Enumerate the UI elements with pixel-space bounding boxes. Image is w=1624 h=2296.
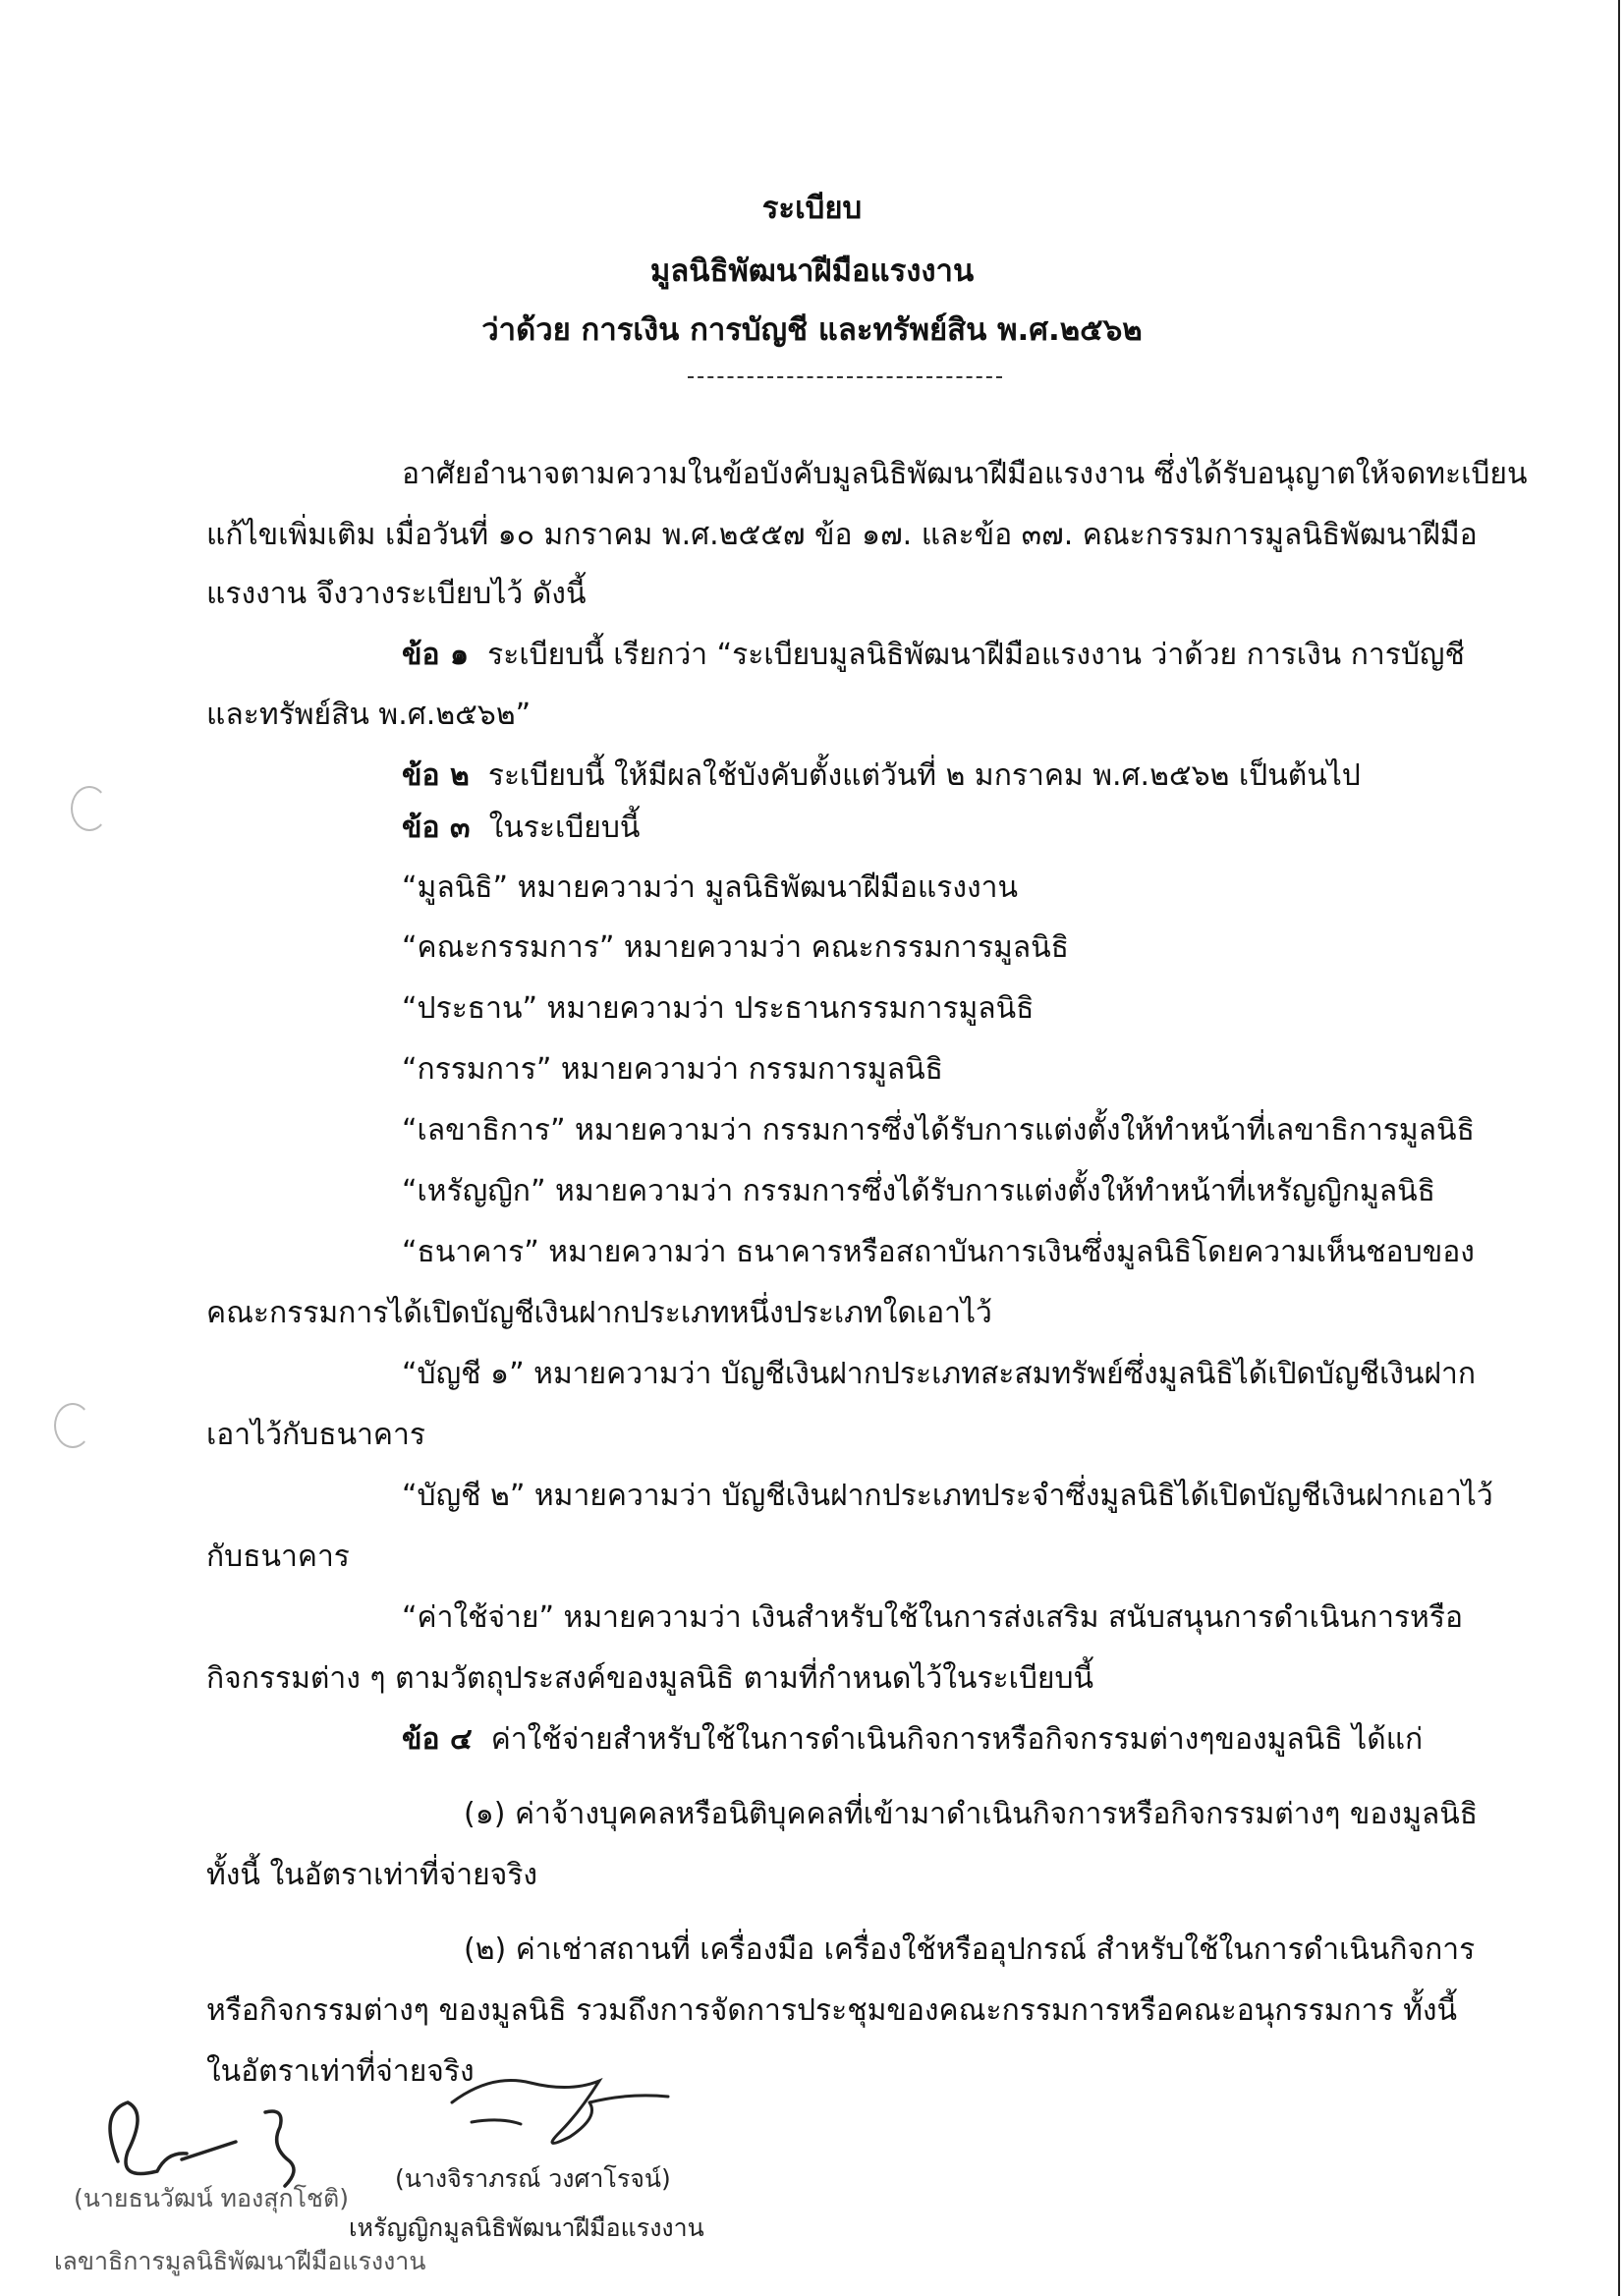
clause-label: ข้อ ๓ [402, 811, 471, 845]
definition-line: กิจกรรมต่าง ๆ ตามวัตถุประสงค์ของมูลนิธิ ตามที่กำหนดไว้ในระเบียบนี้ [206, 1661, 1094, 1696]
definition-line: คณะกรรมการได้เปิดบัญชีเงินฝากประเภทหนึ่งประเภทใดเอาไว้ [206, 1296, 992, 1330]
item-line: ทั้งนี้ ในอัตราเท่าที่จ่ายจริง [206, 1858, 538, 1892]
clause-label: ข้อ ๒ [402, 758, 470, 793]
definition-line: กับธนาคาร [206, 1540, 350, 1574]
definition-line: “มูลนิธิ” หมายความว่า มูลนิธิพัฒนาฝีมือแรงงาน [402, 870, 1019, 905]
clause-2 [402, 758, 1361, 793]
definition-line: “บัญชี ๑” หมายความว่า บัญชีเงินฝากประเภทสะสมทรัพย์ซึ่งมูลนิธิได้เปิดบัญชีเงินฝาก [402, 1357, 1476, 1391]
treasurer-signature [432, 2063, 688, 2175]
secretary-name: (นายธนวัฒน์ ทองสุกโชติ) [74, 2184, 350, 2212]
definition-line: “ประธาน” หมายความว่า ประธานกรรมการมูลนิธิ [402, 991, 1035, 1026]
clause-text: ระเบียบนี้ เรียกว่า “ระเบียบมูลนิธิพัฒนาฝีมือแรงงาน ว่าด้วย การเงิน การบัญชี [487, 638, 1465, 672]
item-line: (๒) ค่าเช่าสถานที่ เครื่องมือ เครื่องใช้หรืออุปกรณ์ สำหรับใช้ในการดำเนินกิจการ [464, 1932, 1476, 1967]
item-line: ในอัตราเท่าที่จ่ายจริง [206, 2054, 475, 2089]
definition-line: “เหรัญญิก” หมายความว่า กรรมการซึ่งได้รับการแต่งตั้งให้ทำหน้าที่เหรัญญิกมูลนิธิ [402, 1174, 1435, 1208]
punch-hole-mark [54, 1403, 91, 1448]
definition-line: “ค่าใช้จ่าย” หมายความว่า เงินสำหรับใช้ในการส่งเสริม สนับสนุนการดำเนินการหรือ [402, 1600, 1463, 1635]
punch-hole-mark [71, 786, 108, 831]
preamble-line: แรงงาน จึงวางระเบียบไว้ ดังนี้ [206, 577, 587, 611]
preamble-line: อาศัยอำนาจตามความในข้อบังคับมูลนิธิพัฒนาฝีมือแรงงาน ซึ่งได้รับอนุญาตให้จดทะเบียน [402, 457, 1528, 491]
clause-label: ข้อ ๑ [402, 638, 470, 672]
item-line: (๑) ค่าจ้างบุคคลหรือนิติบุคคลที่เข้ามาดำเนินกิจการหรือกิจกรรมต่างๆ ของมูลนิธิ [464, 1797, 1479, 1831]
doc-title-2: มูลนิธิพัฒนาฝีมือแรงงาน [649, 253, 975, 289]
doc-title-1: ระเบียบ [761, 191, 863, 226]
definition-line: “คณะกรรมการ” หมายความว่า คณะกรรมการมูลนิธิ [402, 930, 1069, 965]
doc-title-3: ว่าด้วย การเงิน การบัญชี และทรัพย์สิน พ.ศ.๒๕๖๒ [481, 312, 1143, 348]
secretary-position: เลขาธิการมูลนิธิพัฒนาฝีมือแรงงาน [54, 2247, 426, 2275]
definition-line: “เลขาธิการ” หมายความว่า กรรมการซึ่งได้รับการแต่งตั้งให้ทำหน้าที่เลขาธิการมูลนิธิ [402, 1113, 1475, 1148]
clause-1 [402, 638, 1465, 672]
clause-text: ในระเบียบนี้ [488, 811, 641, 845]
preamble-line: แก้ไขเพิ่มเติม เมื่อวันที่ ๑๐ มกราคม พ.ศ.๒๕๕๗ ข้อ ๑๗. และข้อ ๓๗. คณะกรรมการมูลนิธิพัฒนาฝีมือ [206, 518, 1478, 552]
definition-line: “กรรมการ” หมายความว่า กรรมการมูลนิธิ [402, 1052, 943, 1087]
treasurer-position: เหรัญญิกมูลนิธิพัฒนาฝีมือแรงงาน [349, 2213, 704, 2242]
title-divider [688, 376, 1002, 378]
clause-text: ค่าใช้จ่ายสำหรับใช้ในการดำเนินกิจการหรือกิจกรรมต่างๆของมูลนิธิ ได้แก่ [490, 1722, 1424, 1757]
clause-3 [402, 813, 640, 843]
clause-text: ระเบียบนี้ ให้มีผลใช้บังคับตั้งแต่วันที่ ๒ มกราคม พ.ศ.๒๕๖๒ เป็นต้นไป [487, 758, 1361, 793]
definition-line: “ธนาคาร” หมายความว่า ธนาคารหรือสถาบันการเงินซึ่งมูลนิธิโดยความเห็นชอบของ [402, 1235, 1475, 1269]
definition-line: เอาไว้กับธนาคาร [206, 1418, 425, 1452]
clause-label: ข้อ ๔ [402, 1722, 473, 1757]
clause-4 [402, 1722, 1424, 1757]
definition-line: “บัญชี ๒” หมายความว่า บัญชีเงินฝากประเภทประจำซึ่งมูลนิธิได้เปิดบัญชีเงินฝากเอาไว้ [402, 1479, 1493, 1513]
item-line: หรือกิจกรรมต่างๆ ของมูลนิธิ รวมถึงการจัดการประชุมของคณะกรรมการหรือคณะอนุกรรมการ ทั้งนี้ [206, 1993, 1458, 2028]
treasurer-name: (นางจิราภรณ์ วงศาโรจน์) [395, 2164, 671, 2193]
clause-1-cont: และทรัพย์สิน พ.ศ.๒๕๖๒” [206, 698, 532, 732]
